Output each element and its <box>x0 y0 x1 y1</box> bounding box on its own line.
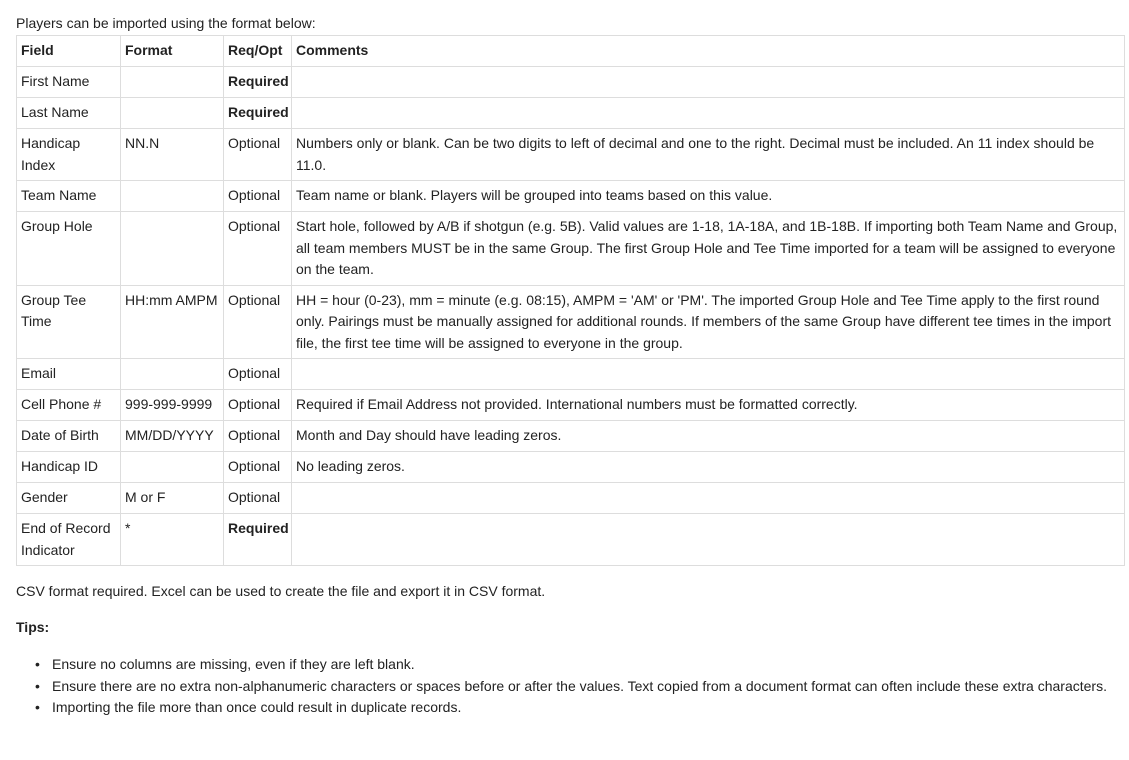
cell-req: Optional <box>224 483 292 514</box>
cell-req: Optional <box>224 359 292 390</box>
cell-comment <box>292 359 1125 390</box>
table-header-row <box>17 36 1125 67</box>
bullet-icon: • <box>35 677 40 694</box>
cell-req: Optional <box>224 452 292 483</box>
cell-field: Team Name <box>17 181 121 212</box>
cell-req: Required <box>224 67 292 98</box>
cell-field: Handicap ID <box>17 452 121 483</box>
bullet-icon: • <box>35 656 40 672</box>
table-row <box>17 98 1125 129</box>
cell-field: Group Tee Time <box>17 285 121 359</box>
table-row <box>17 452 1125 483</box>
cell-req: Optional <box>224 421 292 452</box>
table-row <box>17 129 1125 181</box>
cell-req: Required <box>224 98 292 129</box>
list-item <box>16 654 1124 676</box>
cell-comment <box>292 483 1125 514</box>
cell-field: Gender <box>17 483 121 514</box>
tips-list <box>16 636 1124 719</box>
cell-comment <box>292 67 1125 98</box>
cell-format <box>121 98 224 129</box>
intro-text: Players can be imported using the format below: <box>16 15 316 31</box>
cell-format: NN.N <box>121 129 224 181</box>
cell-comment: No leading zeros. <box>292 452 1125 483</box>
header-format: Format <box>121 36 224 67</box>
tip-text: Ensure no columns are missing, even if they are left blank. <box>52 656 415 672</box>
header-req-opt: Req/Opt <box>224 36 292 67</box>
cell-comment: Start hole, followed by A/B if shotgun (e.g. 5B). Valid values are 1-18, 1A-18A, and 1B-18B. If importing both Team Name and Group, all team members MUST be in the same Group. The first Group Hole and Tee Time imported for a team will be assigned to everyone on the team. <box>292 212 1125 286</box>
list-item <box>16 697 1124 719</box>
cell-comment <box>292 98 1125 129</box>
bullet-icon: • <box>35 699 40 715</box>
cell-comment: HH = hour (0-23), mm = minute (e.g. 08:15), AMPM = 'AM' or 'PM'. The imported Group Hole and Tee Time apply to the first round only. Pairings must be manually assigned for additional rounds. If members of the same Group have different tee times in the import file, the first tee time will be assigned to everyone in the group. <box>292 285 1125 359</box>
header-comments: Comments <box>292 36 1125 67</box>
cell-field: Email <box>17 359 121 390</box>
cell-format <box>121 67 224 98</box>
cell-req: Optional <box>224 285 292 359</box>
cell-req: Optional <box>224 390 292 421</box>
table-row <box>17 483 1125 514</box>
cell-format: 999-999-9999 <box>121 390 224 421</box>
table-row <box>17 212 1125 286</box>
tip-text: Ensure there are no extra non-alphanumeric characters or spaces before or after the values. Text copied from a document format can often include these extra characters. <box>52 677 1107 694</box>
cell-comment: Required if Email Address not provided. International numbers must be formatted correctly. <box>292 390 1125 421</box>
cell-req: Optional <box>224 181 292 212</box>
table-row <box>17 421 1125 452</box>
cell-field: Handicap Index <box>17 129 121 181</box>
cell-comment: Numbers only or blank. Can be two digits to left of decimal and one to the right. Decimal must be included. An 11 index should be 11.0. <box>292 129 1125 181</box>
cell-format <box>121 359 224 390</box>
import-format-document <box>16 0 1124 719</box>
cell-comment: Team name or blank. Players will be grouped into teams based on this value. <box>292 181 1125 212</box>
cell-field: Cell Phone # <box>17 390 121 421</box>
table-row <box>17 67 1125 98</box>
cell-format <box>121 212 224 286</box>
cell-format: MM/DD/YYYY <box>121 421 224 452</box>
table-row <box>17 514 1125 566</box>
cell-field: First Name <box>17 67 121 98</box>
tip-text: Importing the file more than once could result in duplicate records. <box>52 699 462 715</box>
table-row <box>17 390 1125 421</box>
cell-req: Required <box>224 514 292 566</box>
cell-format <box>121 452 224 483</box>
cell-req: Optional <box>224 212 292 286</box>
cell-comment: Month and Day should have leading zeros. <box>292 421 1125 452</box>
cell-format: * <box>121 514 224 566</box>
cell-format: M or F <box>121 483 224 514</box>
import-format-table <box>16 35 1125 566</box>
table-row <box>17 285 1125 359</box>
cell-field: End of Record Indicator <box>17 514 121 566</box>
cell-format <box>121 181 224 212</box>
tips-heading: Tips: <box>16 619 50 635</box>
cell-field: Last Name <box>17 98 121 129</box>
table-row <box>17 181 1125 212</box>
cell-field: Date of Birth <box>17 421 121 452</box>
cell-comment <box>292 514 1125 566</box>
cell-format: HH:mm AMPM <box>121 285 224 359</box>
table-row <box>17 359 1125 390</box>
header-field: Field <box>17 36 121 67</box>
cell-req: Optional <box>224 129 292 181</box>
cell-field: Group Hole <box>17 212 121 286</box>
csv-note: CSV format required. Excel can be used to create the file and export it in CSV format. <box>16 583 546 599</box>
list-item <box>16 676 1124 698</box>
